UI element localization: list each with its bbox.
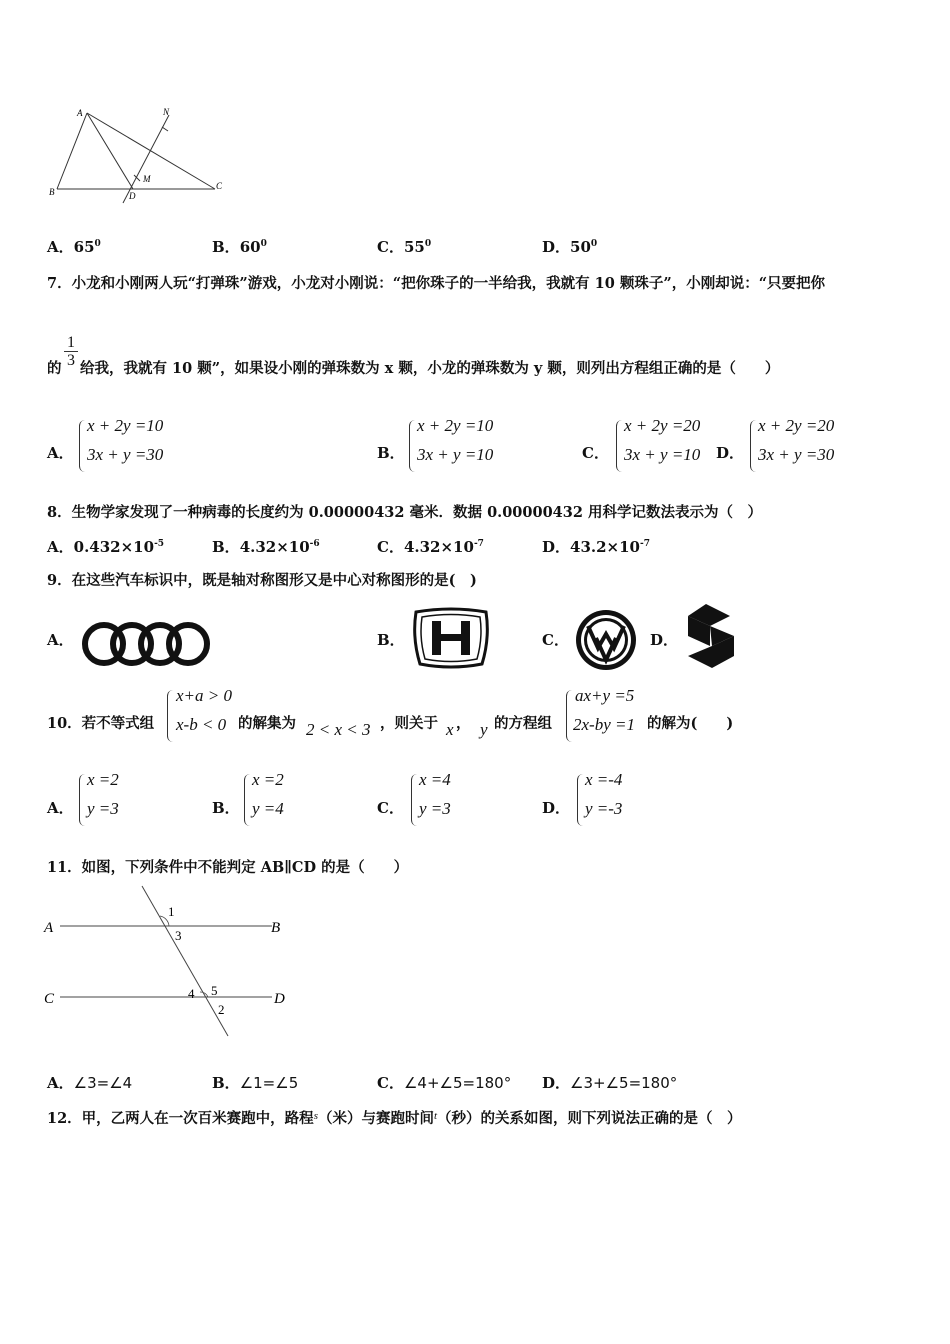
q12-var-t: t xyxy=(433,1110,438,1122)
q9-option-c-letter[interactable]: C． xyxy=(542,631,569,649)
option-sup: 0 xyxy=(424,239,432,249)
q8-option-a[interactable] xyxy=(47,536,164,557)
q10-mid3: 的方程组 xyxy=(494,715,552,732)
q10-option-c[interactable] xyxy=(377,770,517,830)
option-exp: -6 xyxy=(309,539,320,549)
label-d: D xyxy=(129,191,136,201)
option-letter: A． xyxy=(47,238,74,256)
label-c: C xyxy=(44,991,55,1007)
q12-mid: （米）与赛跑时间 xyxy=(317,1110,434,1127)
option-letter: A． xyxy=(47,799,74,817)
brace xyxy=(244,774,251,826)
option-text: ∠1=∠5 xyxy=(239,1074,299,1092)
q10-inequality-1: x+a > 0 xyxy=(176,686,232,705)
option-letter: B． xyxy=(377,444,405,462)
q7-option-b[interactable] xyxy=(377,416,577,476)
q12-pre: 12．甲，乙两人在一次百米赛跑中，路程 xyxy=(47,1110,314,1127)
label-angle-3: 3 xyxy=(175,928,182,943)
q8-option-b[interactable] xyxy=(212,536,320,557)
label-a: A xyxy=(44,920,54,936)
option-value: 65 xyxy=(73,238,95,256)
option-value: 55 xyxy=(403,238,425,256)
suzuki-logo-icon xyxy=(684,602,738,670)
option-letter: C． xyxy=(377,799,404,817)
option-base: 0.432×10 xyxy=(73,538,155,556)
q11-option-a[interactable] xyxy=(47,1072,132,1093)
option-sup: 0 xyxy=(260,239,267,249)
equation-2: y =4 xyxy=(252,799,284,818)
label-c: C xyxy=(216,181,223,191)
q11-option-b[interactable] xyxy=(212,1072,298,1093)
q9-stem: 9．在这些汽车标识中，既是轴对称图形又是中心对称图形的是( ) xyxy=(47,572,477,589)
q6-option-c[interactable] xyxy=(377,236,431,257)
brace xyxy=(409,420,416,472)
label-angle-1: 1 xyxy=(168,904,175,919)
q7-fraction xyxy=(64,334,78,369)
q7-option-a[interactable] xyxy=(47,416,247,476)
option-text: ∠3=∠4 xyxy=(73,1074,133,1092)
option-letter: B． xyxy=(212,238,240,256)
option-letter: D． xyxy=(542,538,571,556)
q10-system-eq1: ax+y =5 xyxy=(575,686,635,705)
option-exp: -7 xyxy=(473,539,484,549)
brace xyxy=(616,420,623,472)
label-angle-2: 2 xyxy=(218,1002,225,1017)
q10-option-d[interactable] xyxy=(542,770,682,830)
q10-option-a[interactable] xyxy=(47,770,187,830)
brace xyxy=(750,420,757,472)
q6-option-b[interactable] xyxy=(212,236,267,257)
q9-option-d-letter[interactable]: D． xyxy=(650,631,679,649)
segment-ad xyxy=(87,113,133,189)
equation-2: 3x + y =10 xyxy=(417,445,494,464)
equation-2: y =-3 xyxy=(585,799,623,818)
equation-1: x + 2y =20 xyxy=(758,416,835,435)
q10-mid1: 的解集为 xyxy=(238,715,296,732)
q6-option-d[interactable] xyxy=(542,236,597,257)
transversal xyxy=(142,886,228,1036)
label-b: B xyxy=(49,187,55,197)
option-letter: D． xyxy=(716,444,745,462)
equation-1: x =-4 xyxy=(585,770,623,789)
q10-var-x: x xyxy=(446,720,454,739)
q6-option-a[interactable] xyxy=(47,236,101,257)
option-base: 43.2×10 xyxy=(570,538,640,556)
q7-option-d[interactable] xyxy=(716,416,876,476)
q11-stem: 11．如图，下列条件中不能判定 AB∥CD 的是（ ） xyxy=(47,859,409,876)
q7-stem-line1: 7．小龙和小刚两人玩“打弹珠”游戏，小龙对小刚说：“把你珠子的一半给我，我就有 10 颗珠子”，小刚却说：“只要把你 xyxy=(47,275,826,292)
equation-2: 3x + y =10 xyxy=(624,445,701,464)
fraction-denominator: 3 xyxy=(64,351,78,369)
option-base: 4.32×10 xyxy=(239,538,310,556)
equation-1: x + 2y =20 xyxy=(624,416,701,435)
equation-2: y =3 xyxy=(419,799,451,818)
q9-option-a-letter[interactable]: A． xyxy=(47,631,74,649)
q11-option-d[interactable] xyxy=(542,1072,677,1093)
q12-var-s: s xyxy=(313,1110,318,1122)
q10-comma: ， xyxy=(456,715,471,732)
option-letter: D． xyxy=(542,238,571,256)
equation-1: x =2 xyxy=(87,770,119,789)
label-b: B xyxy=(271,920,281,936)
q8-stem: 8．生物学家发现了一种病毒的长度约为 0.00000432 毫米．数据 0.00000432 用科学记数法表示为（ ） xyxy=(47,504,762,521)
option-value: 50 xyxy=(570,238,591,256)
q7-stem-line2-pre: 的 xyxy=(47,360,62,377)
audi-logo-icon xyxy=(80,620,212,668)
brace xyxy=(411,774,418,826)
label-a: A xyxy=(77,108,83,118)
label-n: N xyxy=(163,107,170,117)
q10-range: 2 < x < 3 xyxy=(306,720,371,739)
brace xyxy=(79,420,86,472)
option-letter: A． xyxy=(47,444,74,462)
label-m: M xyxy=(143,174,151,184)
equation-1: x =2 xyxy=(252,770,284,789)
brace xyxy=(577,774,584,826)
q10-suffix: 的解为( ) xyxy=(647,715,734,732)
equation-2: 3x + y =30 xyxy=(758,445,835,464)
equation-2: y =3 xyxy=(87,799,119,818)
option-letter: A． xyxy=(47,1074,74,1092)
segment-ac xyxy=(87,113,215,189)
q10-option-b[interactable] xyxy=(212,770,352,830)
label-angle-5: 5 xyxy=(211,983,218,998)
q10-system-eq2: 2x-by =1 xyxy=(573,715,635,734)
honda-logo-icon xyxy=(410,606,492,670)
option-letter: B． xyxy=(212,538,240,556)
option-letter: D． xyxy=(542,799,571,817)
option-text: ∠3+∠5=180° xyxy=(570,1074,678,1092)
q12-post: （秒）的关系如图，则下列说法正确的是（ ） xyxy=(437,1110,742,1127)
equation-1: x =4 xyxy=(419,770,451,789)
label-angle-4: 4 xyxy=(188,986,195,1001)
volkswagen-logo-icon xyxy=(574,608,638,672)
q7-option-c[interactable] xyxy=(582,416,712,476)
q10-inequality-2: x-b < 0 xyxy=(176,715,227,734)
q11-option-c[interactable] xyxy=(377,1072,511,1093)
option-sup: 0 xyxy=(94,239,101,249)
q7-stem-line2: 给我，我就有 10 颗”，如果设小刚的弹珠数为 x 颗，小龙的弹珠数为 y 颗，则列出方程组正确的是（ ） xyxy=(80,360,780,377)
line-dn xyxy=(123,115,169,203)
option-sup: 0 xyxy=(590,239,598,249)
q10-system-brace xyxy=(566,690,573,742)
option-letter: A． xyxy=(47,538,74,556)
brace xyxy=(79,774,86,826)
q10-inequality-brace xyxy=(167,690,174,742)
q11-parallel-lines-figure xyxy=(40,880,300,1042)
option-exp: -5 xyxy=(154,539,165,549)
option-letter: C． xyxy=(377,238,404,256)
q10-prefix: 10．若不等式组 xyxy=(47,715,155,732)
equation-1: x + 2y =10 xyxy=(87,416,164,435)
option-letter: B． xyxy=(212,799,240,817)
q8-option-d[interactable] xyxy=(542,536,650,557)
q10-var-y: y xyxy=(480,720,488,739)
equation-1: x + 2y =10 xyxy=(417,416,494,435)
option-letter: D． xyxy=(542,1074,571,1092)
segment-ab xyxy=(57,113,87,189)
option-letter: B． xyxy=(212,1074,240,1092)
q9-option-b-letter[interactable]: B． xyxy=(377,631,405,649)
option-letter: C． xyxy=(377,1074,404,1092)
q10-mid2: ，则关于 xyxy=(380,715,438,732)
option-base: 4.32×10 xyxy=(403,538,474,556)
q8-option-c[interactable] xyxy=(377,536,484,557)
fraction-numerator: 1 xyxy=(67,334,75,351)
tick-mark xyxy=(162,127,168,131)
option-text: ∠4+∠5=180° xyxy=(403,1074,512,1092)
q6-triangle-figure xyxy=(45,105,230,205)
option-exp: -7 xyxy=(640,539,650,549)
q12-stem xyxy=(47,1107,742,1128)
equation-2: 3x + y =30 xyxy=(87,445,164,464)
option-value: 60 xyxy=(239,238,261,256)
label-d: D xyxy=(274,991,285,1007)
option-letter: C． xyxy=(582,444,609,462)
option-letter: C． xyxy=(377,538,404,556)
